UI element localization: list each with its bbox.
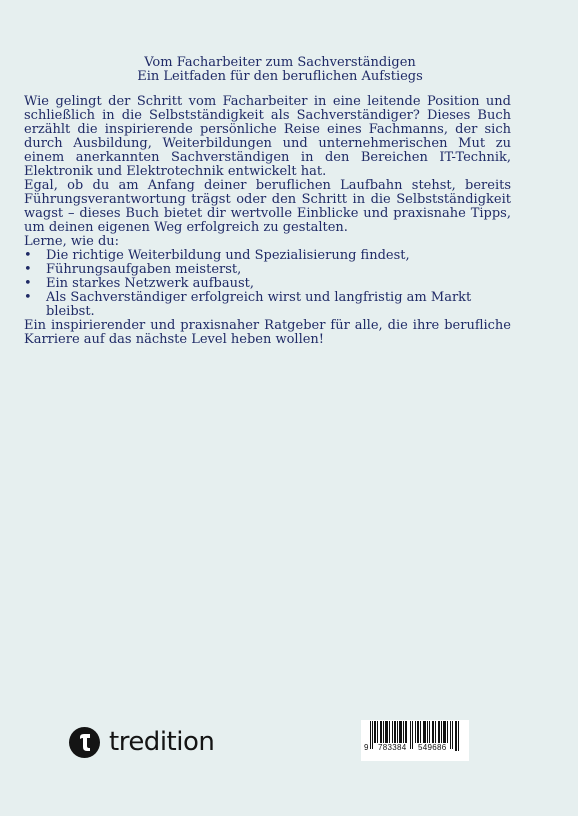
publisher-name: tredition (109, 727, 215, 757)
barcode-group-2: 549686 (418, 743, 447, 752)
bullet-icon: • (24, 248, 32, 263)
barcode-group-1: 783384 (378, 743, 407, 752)
paragraph-audience: Egal, ob du am Anfang deiner beruflichen Laufbahn stehst, bereits Führungsverantwortung trägst oder den Schritt in die Selbstständigkeit wagst – dieses Buch bietet dir wertvolle Einblicke und praxisnahe Tipps, um deinen eigenen Weg erfolgreich zu gestalten. (24, 178, 511, 235)
paragraph-intro: Wie gelingt der Schritt vom Facharbeiter in eine leitende Position und schließlich in die Selbstständigkeit als Sachverständiger? Dieses Buch erzählt die inspirierende persönliche Reise eines Fachmanns, der sich durch Ausbildung, Weiterbildungen und unternehmerischen Mut zu einem anerkannten Sachverständigen in den Bereichen IT-Technik, Elektronik und Elektrotechnik entwickelt hat. (24, 94, 511, 179)
bullet-icon: • (24, 262, 32, 277)
publisher-logo (69, 726, 214, 758)
tredition-logo-icon (69, 727, 100, 758)
book-title: Vom Facharbeiter zum Sachverständigen (144, 55, 416, 70)
isbn-barcode (361, 720, 469, 761)
list-item: • Als Sachverständiger erfolgreich wirst und langfristig am Markt bleibst. (24, 290, 472, 319)
paragraph-closing: Ein inspirierender und praxisnaher Ratgeber für alle, die ihre berufliche Karriere auf das nächste Level heben wollen! (24, 318, 511, 347)
book-subtitle: Ein Leitfaden für den beruflichen Aufstiegs (137, 69, 423, 84)
list-intro: Lerne, wie du: (24, 234, 120, 249)
bullet-icon: • (24, 276, 32, 291)
learning-list (24, 249, 511, 319)
list-item: • Ein starkes Netzwerk aufbaust, (24, 276, 254, 291)
blurb-text (24, 95, 511, 347)
barcode-bars (361, 720, 469, 761)
bullet-icon: • (24, 290, 32, 305)
title-block (0, 56, 560, 84)
list-item: • Führungsaufgaben meisterst, (24, 262, 242, 277)
barcode-digit-first: 9 (364, 743, 369, 752)
list-item: • Die richtige Weiterbildung und Spezialisierung findest, (24, 248, 410, 263)
